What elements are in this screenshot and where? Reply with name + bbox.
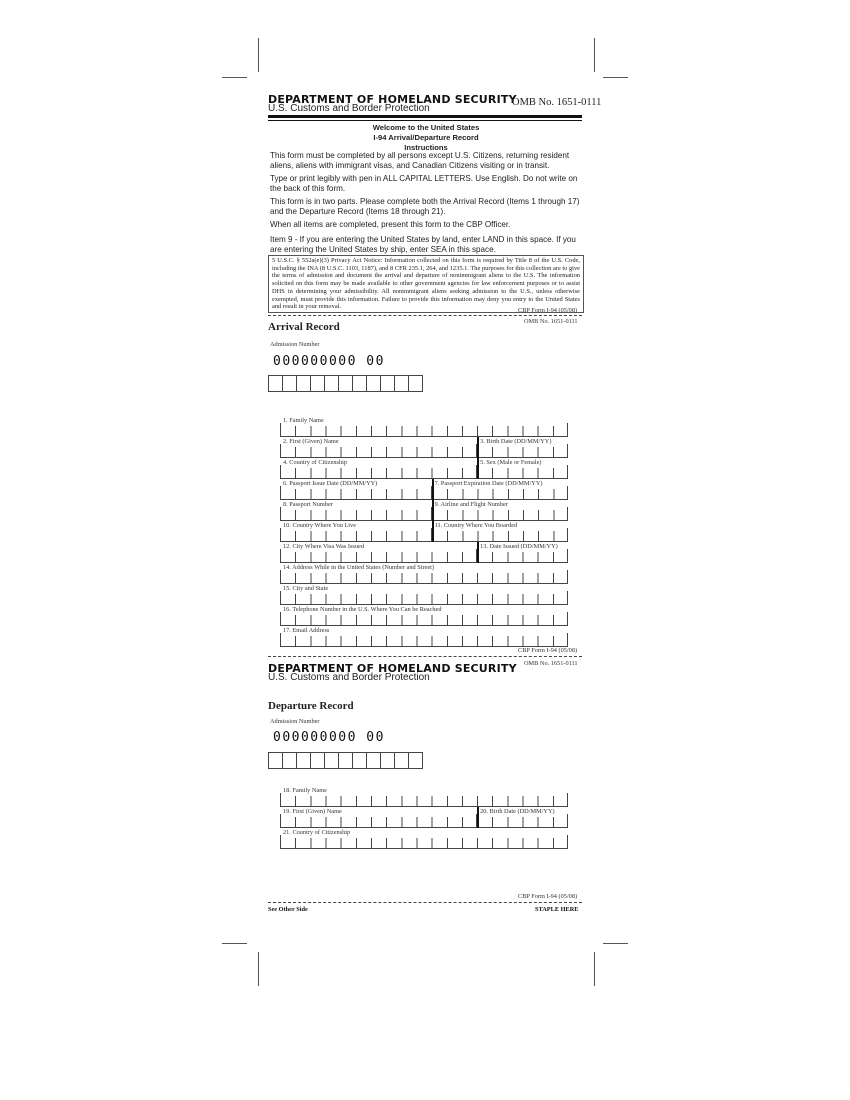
- character-boxes[interactable]: [477, 817, 568, 828]
- admission-number-boxes[interactable]: [268, 375, 423, 392]
- form-row: [280, 786, 568, 807]
- admission-number-label: Admission Number: [270, 718, 320, 725]
- form-row: [280, 416, 568, 437]
- omb-number: OMB No. 1651-0111: [512, 97, 602, 108]
- field-divider: [477, 458, 479, 479]
- field-divider: [567, 423, 568, 437]
- form-row: [280, 437, 568, 458]
- instruction-paragraph: Item 9 - If you are entering the United States by land, enter LAND in this space. If you are entering the United States by ship, enter SEA in this space.: [270, 235, 576, 254]
- field-divider: [567, 444, 568, 458]
- form-row: [280, 605, 568, 626]
- field-divider: [432, 521, 434, 542]
- field-divider: [567, 486, 568, 500]
- field-label: 8. Passport Number: [283, 501, 333, 508]
- header-rule: [268, 115, 582, 118]
- airline-flight-number-field[interactable]: [432, 500, 568, 521]
- field-divider: [567, 528, 568, 542]
- field-divider: [280, 423, 281, 437]
- field-label: 11. Country Where You Boarded: [434, 522, 518, 529]
- character-boxes[interactable]: [432, 489, 568, 500]
- field-divider: [567, 570, 568, 584]
- field-divider: [567, 633, 568, 647]
- us-telephone-field[interactable]: [280, 605, 568, 626]
- crop-mark: [258, 952, 259, 986]
- field-label: 9. Airline and Flight Number: [434, 501, 508, 508]
- field-label: 15. City and State: [283, 585, 329, 592]
- field-label: 6. Passport Issue Date (DD/MM/YY): [283, 480, 378, 487]
- agency-name: DEPARTMENT OF HOMELAND SECURITY: [268, 662, 517, 675]
- staple-here: STAPLE HERE: [535, 906, 579, 913]
- crop-mark: [222, 943, 247, 944]
- character-boxes[interactable]: [280, 531, 432, 542]
- agency-sub: U.S. Customs and Border Protection: [268, 103, 430, 114]
- field-divider: [567, 612, 568, 626]
- instructions-title: Instructions: [404, 143, 448, 152]
- field-label: 10. Country Where You Live: [283, 522, 356, 529]
- field-label: 12. City Where Visa Was Issued: [283, 543, 364, 550]
- date-issued-field[interactable]: [477, 542, 568, 563]
- arrival-omb: OMB No. 1651-0111: [524, 318, 578, 325]
- field-label: 18. Family Name: [283, 787, 327, 794]
- field-divider: [432, 500, 434, 521]
- header-rule: [268, 120, 582, 121]
- form-row: [280, 479, 568, 500]
- field-divider: [280, 633, 281, 647]
- field-divider: [567, 835, 568, 849]
- sex-field[interactable]: [477, 458, 568, 479]
- field-label: 20. Birth Date (DD/MM/YY): [480, 808, 555, 815]
- field-divider: [280, 528, 281, 542]
- departure-family-name-field[interactable]: [280, 786, 568, 807]
- field-label: 7. Passport Expiration Date (DD/MM/YY): [434, 480, 543, 487]
- field-label: 21. Country of Citizenship: [283, 829, 351, 836]
- character-boxes[interactable]: [280, 447, 477, 458]
- country-of-citizenship-field[interactable]: [280, 458, 477, 479]
- crop-mark: [258, 38, 259, 72]
- perforation-line: [268, 902, 582, 903]
- character-boxes[interactable]: [280, 594, 568, 605]
- field-label: 13. Date Issued (DD/MM/YY): [480, 543, 558, 550]
- us-address-field[interactable]: [280, 563, 568, 584]
- field-label: 17. Email Address: [283, 627, 330, 634]
- character-boxes[interactable]: [477, 447, 568, 458]
- field-divider: [567, 814, 568, 828]
- email-address-field[interactable]: [280, 626, 568, 647]
- instruction-paragraph: When all items are completed, present this form to the CBP Officer.: [270, 220, 511, 229]
- character-boxes[interactable]: [280, 468, 477, 479]
- admission-number-label: Admission Number: [270, 341, 320, 348]
- field-divider: [280, 444, 281, 458]
- field-divider: [567, 465, 568, 479]
- form-id: CBP Form I-94 (05/08): [518, 307, 578, 314]
- form-row: [280, 828, 568, 849]
- field-divider: [280, 465, 281, 479]
- character-boxes[interactable]: [432, 531, 568, 542]
- field-divider: [567, 591, 568, 605]
- crop-mark: [603, 943, 628, 944]
- welcome-title: Welcome to the United States: [372, 123, 480, 132]
- field-divider: [280, 570, 281, 584]
- passport-number-field[interactable]: [280, 500, 432, 521]
- field-label: 1. Family Name: [283, 417, 324, 424]
- admission-number: 000000000 00: [273, 730, 385, 745]
- crop-mark: [594, 38, 595, 72]
- country-where-boarded-field[interactable]: [432, 521, 568, 542]
- field-divider: [280, 835, 281, 849]
- character-boxes[interactable]: [280, 489, 432, 500]
- field-label: 14. Address While in the United States (Number and Street): [283, 564, 434, 571]
- city-state-field[interactable]: [280, 584, 568, 605]
- perforation-line: [268, 315, 582, 316]
- form-row: [280, 542, 568, 563]
- crop-mark: [603, 77, 628, 78]
- field-divider: [280, 486, 281, 500]
- see-other-side: See Other Side: [268, 906, 308, 913]
- form-row: [280, 500, 568, 521]
- field-label: 3. Birth Date (DD/MM/YY): [480, 438, 552, 445]
- field-label: 16. Telephone Number in the U.S. Where You Can be Reached: [283, 606, 442, 613]
- arrival-record-title: Arrival Record: [268, 321, 340, 333]
- departure-country-of-citizenship-field[interactable]: [280, 828, 568, 849]
- instruction-paragraph: This form must be completed by all persons except U.S. Citizens, returning resident aliens, aliens with immigrant visas, and Canadian Citizens visiting or in transit.: [270, 151, 570, 170]
- passport-issue-date-field[interactable]: [280, 479, 432, 500]
- crop-mark: [222, 77, 247, 78]
- agency-name: DEPARTMENT OF HOMELAND SECURITY: [268, 93, 517, 106]
- form-row: [280, 584, 568, 605]
- privacy-notice: 5 U.S.C. § 552a(e)(3) Privacy Act Notice: Information collected on this form is required by Title 8 of the U.S. Code, including the INA (8 U.S.C. 1103, 1187), and 8 CFR 235.1, 264, and 1235.1. The purposes for this collection are to give the terms of admission and document the arrival and departure of nonimmigrant aliens to the U.S. The information solicited on this form may be made available to other government agencies for law enforcement purposes or to assist DHS in determining your admissibility. All nonimmigrant aliens seeking admission to the U.S., unless otherwise exempted, must provide this information. Failure to provide this information may deny you entry to the United States and result in your removal.: [268, 255, 584, 313]
- field-divider: [280, 591, 281, 605]
- form-title: I-94 Arrival/Departure Record: [373, 133, 479, 142]
- character-boxes[interactable]: [280, 817, 477, 828]
- form-row: [280, 521, 568, 542]
- city-visa-issued-field[interactable]: [280, 542, 477, 563]
- passport-expiration-date-field[interactable]: [432, 479, 568, 500]
- character-boxes[interactable]: [477, 552, 568, 563]
- field-divider: [477, 437, 479, 458]
- field-divider: [477, 807, 479, 828]
- form-row: [280, 626, 568, 647]
- form-id: CBP Form I-94 (05/08): [518, 893, 578, 900]
- field-divider: [280, 612, 281, 626]
- first-name-field[interactable]: [280, 437, 477, 458]
- field-divider: [567, 507, 568, 521]
- field-label: 2. First (Given) Name: [283, 438, 339, 445]
- character-boxes[interactable]: [280, 573, 568, 584]
- character-boxes[interactable]: [280, 615, 568, 626]
- departure-first-name-field[interactable]: [280, 807, 477, 828]
- family-name-field[interactable]: [280, 416, 568, 437]
- form-id: CBP Form I-94 (05/08): [518, 647, 578, 654]
- form-row: [280, 458, 568, 479]
- character-boxes[interactable]: [280, 426, 568, 437]
- character-boxes[interactable]: [280, 838, 568, 849]
- departure-omb: OMB No. 1651-0111: [524, 660, 578, 667]
- character-boxes[interactable]: [280, 510, 432, 521]
- birth-date-field[interactable]: [477, 437, 568, 458]
- field-divider: [567, 793, 568, 807]
- form-row: [280, 807, 568, 828]
- instruction-paragraph: This form is in two parts. Please complete both the Arrival Record (Items 1 through 17) and the Departure Record (Items 18 through 21).: [270, 197, 580, 216]
- field-label: 5. Sex (Male or Female): [480, 459, 542, 466]
- departure-birth-date-field[interactable]: [477, 807, 568, 828]
- form-row: [280, 563, 568, 584]
- crop-mark: [594, 952, 595, 986]
- character-boxes[interactable]: [477, 468, 568, 479]
- field-divider: [567, 549, 568, 563]
- field-divider: [477, 542, 479, 563]
- agency-sub: U.S. Customs and Border Protection: [268, 672, 430, 683]
- field-label: 4. Country of Citizenship: [283, 459, 348, 466]
- departure-record-title: Departure Record: [268, 700, 354, 712]
- field-divider: [280, 507, 281, 521]
- admission-number: 000000000 00: [273, 354, 385, 369]
- field-divider: [432, 479, 434, 500]
- admission-number-boxes[interactable]: [268, 752, 423, 769]
- instruction-paragraph: Type or print legibly with pen in ALL CAPITAL LETTERS. Use English. Do not write on the back of this form.: [270, 174, 578, 193]
- perforation-line: [268, 656, 582, 657]
- field-divider: [280, 814, 281, 828]
- character-boxes[interactable]: [280, 636, 568, 647]
- field-divider: [280, 549, 281, 563]
- field-divider: [280, 793, 281, 807]
- field-label: 19. First (Given) Name: [283, 808, 342, 815]
- character-boxes[interactable]: [280, 552, 477, 563]
- country-where-you-live-field[interactable]: [280, 521, 432, 542]
- character-boxes[interactable]: [432, 510, 568, 521]
- character-boxes[interactable]: [280, 796, 568, 807]
